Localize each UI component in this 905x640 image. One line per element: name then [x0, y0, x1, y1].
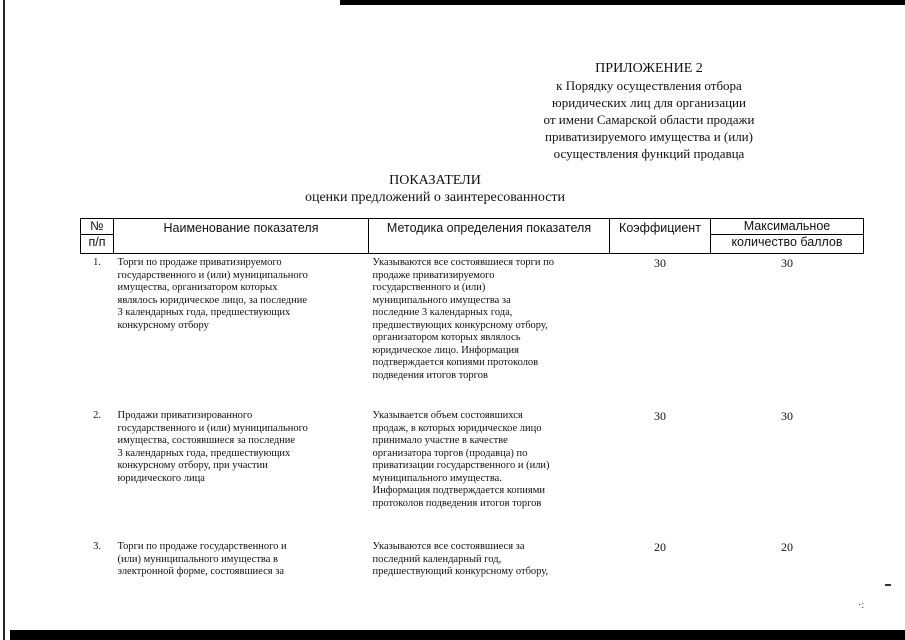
row-name	[114, 538, 369, 581]
row-name-text: Торги по продаже приватизируемого государственного и (или) муниципального имущества, организатором которых являлось юридическое лицо, за последние 3 календарных года, предшествующих конкурсному отбору	[117, 257, 308, 331]
row-number: 3.	[93, 541, 101, 552]
row-method	[369, 254, 610, 408]
indicators-table	[80, 218, 864, 581]
header-method: Методика определения показателя	[369, 219, 610, 254]
row-coefficient	[610, 538, 711, 581]
row-name	[114, 407, 369, 538]
row-name-text: Продажи приватизированного государственного и (или) муниципального имущества, состоявшиеся за последние 3 календарных года, предшествующих конкурсному отбору, при участии юридического лица	[117, 410, 308, 484]
scan-artifact-dots: ·:	[858, 600, 865, 611]
annex-line: к Порядку осуществления отбора	[556, 78, 742, 93]
row-max-score-value: 20	[781, 540, 793, 554]
annex-line: осуществления функций продавца	[553, 146, 745, 161]
table-row	[81, 538, 864, 581]
header-max-top: Максимальное	[743, 219, 831, 233]
row-coefficient-value: 30	[654, 409, 666, 423]
row-method-text: Указываются все состоявшиеся за последний календарный год, предшествующий конкурсному отбору,	[372, 541, 549, 577]
header-max-score	[711, 219, 864, 254]
title-main: ПОКАЗАТЕЛИ	[389, 173, 481, 188]
row-number: 1.	[93, 257, 101, 268]
table-header-row	[81, 219, 864, 254]
scan-left-edge	[3, 0, 5, 640]
annex-line: от имени Самарской области продажи	[543, 112, 755, 127]
header-number-top: №	[90, 219, 104, 233]
row-max-score	[711, 407, 864, 538]
row-coefficient-value: 20	[654, 540, 666, 554]
row-method-text: Указываются все состоявшиеся торги по продаже приватизируемого государственного и (или) муниципального имущества за последние 3 календарных года, предшествующих конкурсному отбору, организатором которых являлось юридическое лицо. Информация подтверждается копиями протоколов подведения итогов торгов	[372, 257, 555, 381]
header-number-bottom: п/п	[81, 234, 113, 250]
row-method-text: Указывается объем состоявшихся продаж, в которых юридическое лицо принимало участие в качестве организатора торгов (продавца) по приватизации государственного и (или) муниципального имущества. Информация подтверждается копиями протоколов подведения итогов торгов	[372, 410, 550, 509]
annex-line: приватизируемого имущества и (или)	[545, 129, 753, 144]
title-sub: оценки предложений о заинтересованности	[304, 190, 566, 205]
header-coefficient: Коэффициент	[610, 219, 711, 254]
document-title	[250, 172, 620, 206]
header-name: Наименование показателя	[114, 219, 369, 254]
table-row	[81, 407, 864, 538]
row-max-score	[711, 254, 864, 408]
table-row	[81, 254, 864, 408]
scan-artifact-mark	[885, 584, 891, 586]
row-number: 2.	[93, 410, 101, 421]
annex-line: юридических лиц для организации	[552, 95, 746, 110]
header-number	[81, 219, 114, 254]
row-coefficient	[610, 254, 711, 408]
header-max-bottom: количество баллов	[711, 234, 863, 250]
annex-header	[489, 60, 809, 162]
row-method	[369, 407, 610, 538]
row-method	[369, 538, 610, 581]
row-coefficient	[610, 407, 711, 538]
row-max-score-value: 30	[781, 409, 793, 423]
scan-top-edge	[340, 0, 905, 5]
row-max-score-value: 30	[781, 256, 793, 270]
scan-bottom-edge	[10, 630, 905, 640]
row-coefficient-value: 30	[654, 256, 666, 270]
annex-number: ПРИЛОЖЕНИЕ 2	[595, 61, 703, 76]
row-max-score	[711, 538, 864, 581]
row-name-text: Торги по продаже государственного и (или) муниципального имущества в электронной форме, состоявшиеся за	[117, 541, 287, 577]
row-name	[114, 254, 369, 408]
